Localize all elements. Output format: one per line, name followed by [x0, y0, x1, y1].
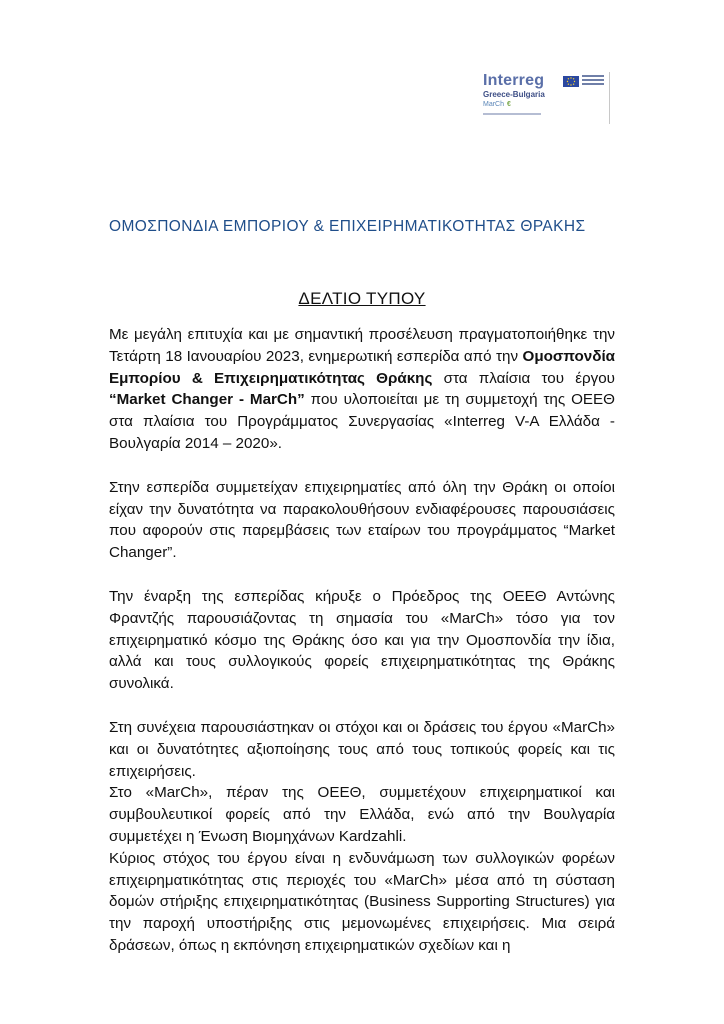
logo-project: [483, 100, 511, 109]
paragraph-main-goal: Κύριος στόχος του έργου είναι η ενδυνάμωση των συλλογικών φορέων επιχειρηματικότητας στις περιοχές του «MarCh» μέσα από τη σύσταση δομών στήριξης επιχειρηματικότητας (Business Supporting Structures) για την παροχή υποστήριξης στις μεμονωμένες επιχειρήσεις. Μια σειρά δράσεων, όπως η εκπόνηση επιχειρηματικών σχεδίων και η: [109, 849, 615, 954]
logo-brand: Interreg: [483, 72, 545, 89]
eu-flag-icon: [563, 76, 579, 87]
logo-project-name: MarCh: [483, 101, 505, 108]
euro-icon: €: [507, 101, 511, 108]
press-release-title: ΔΕΛΤΙΟ ΤΥΠΟΥ: [298, 289, 426, 308]
project-name-bold: “Market Changer - MarCh”: [109, 391, 305, 409]
paragraph-intro: [109, 324, 615, 455]
logo-region: Greece-Bulgaria: [483, 90, 545, 99]
interreg-logo: [483, 72, 611, 124]
paragraph-opening: Την έναρξη της εσπερίδας κήρυξε ο Πρόεδρος της ΟΕΕΘ Αντώνης Φραντζής παρουσιάζοντας τη σημασία του «MarCh» τόσο για τον επιχειρηματικό κόσμο της Θράκης όσο και για την Ομοσπονδία την ίδια, αλλά και τους συλλογικούς φορείς επιχειρηματικότητας της Θράκης συνολικά.: [109, 587, 615, 693]
logo-divider: [609, 72, 610, 124]
federation-name-bold: Ομοσπονδία Εμπορίου & Επιχειρηματικότητας Θράκης: [109, 347, 615, 387]
intro-text-middle: στα πλαίσια του έργου: [432, 369, 615, 387]
eu-funding-caption: [582, 75, 604, 87]
paragraph-partners: Στο «MarCh», πέραν της ΟΕΕΘ, συμμετέχουν επιχειρηματικοί και συμβουλευτικοί φορείς από την Ελλάδα, ενώ από την Βουλγαρία συμμετέχει η Ένωση Βιομηχάνων Kardzahli.: [109, 784, 615, 845]
logo-subcaption: [483, 113, 541, 115]
document-body: [109, 324, 615, 957]
intro-text-start: Με μεγάλη επιτυχία και με σημαντική προσέλευση πραγματοποιήθηκε την Τετάρτη 18 Ιανουαρίου 2023, ενημερωτική εσπερίδα από την: [109, 326, 615, 365]
intro-text-end: που υλοποιείται με τη συμμετοχή της ΟΕΕΘ στα πλαίσια του Προγράμματος Συνεργασίας «Interreg V-A Ελλάδα - Βουλγαρία 2014 – 2020».: [109, 391, 615, 452]
paragraph-objectives: Στη συνέχεια παρουσιάστηκαν οι στόχοι και οι δράσεις του έργου «MarCh» και οι δυνατότητες αξιοποίησης τους από τους τοπικούς φορείς και τις επιχειρήσεις.: [109, 718, 615, 780]
federation-heading: ΟΜΟΣΠΟΝΔΙΑ ΕΜΠΟΡΙΟΥ & ΕΠΙΧΕΙΡΗΜΑΤΙΚΟΤΗΤΑΣ ΘΡΑΚΗΣ: [109, 218, 586, 235]
paragraph-participants: Στην εσπερίδα συμμετείχαν επιχειρηματίες από όλη την Θράκη οι οποίοι είχαν την δυνατότητα να παρακολουθήσουν ενδιαφέρουσες παρουσιάσεις που αφορούν στις παρεμβάσεις των εταίρων του προγράμματος “Market Changer”.: [109, 478, 615, 562]
